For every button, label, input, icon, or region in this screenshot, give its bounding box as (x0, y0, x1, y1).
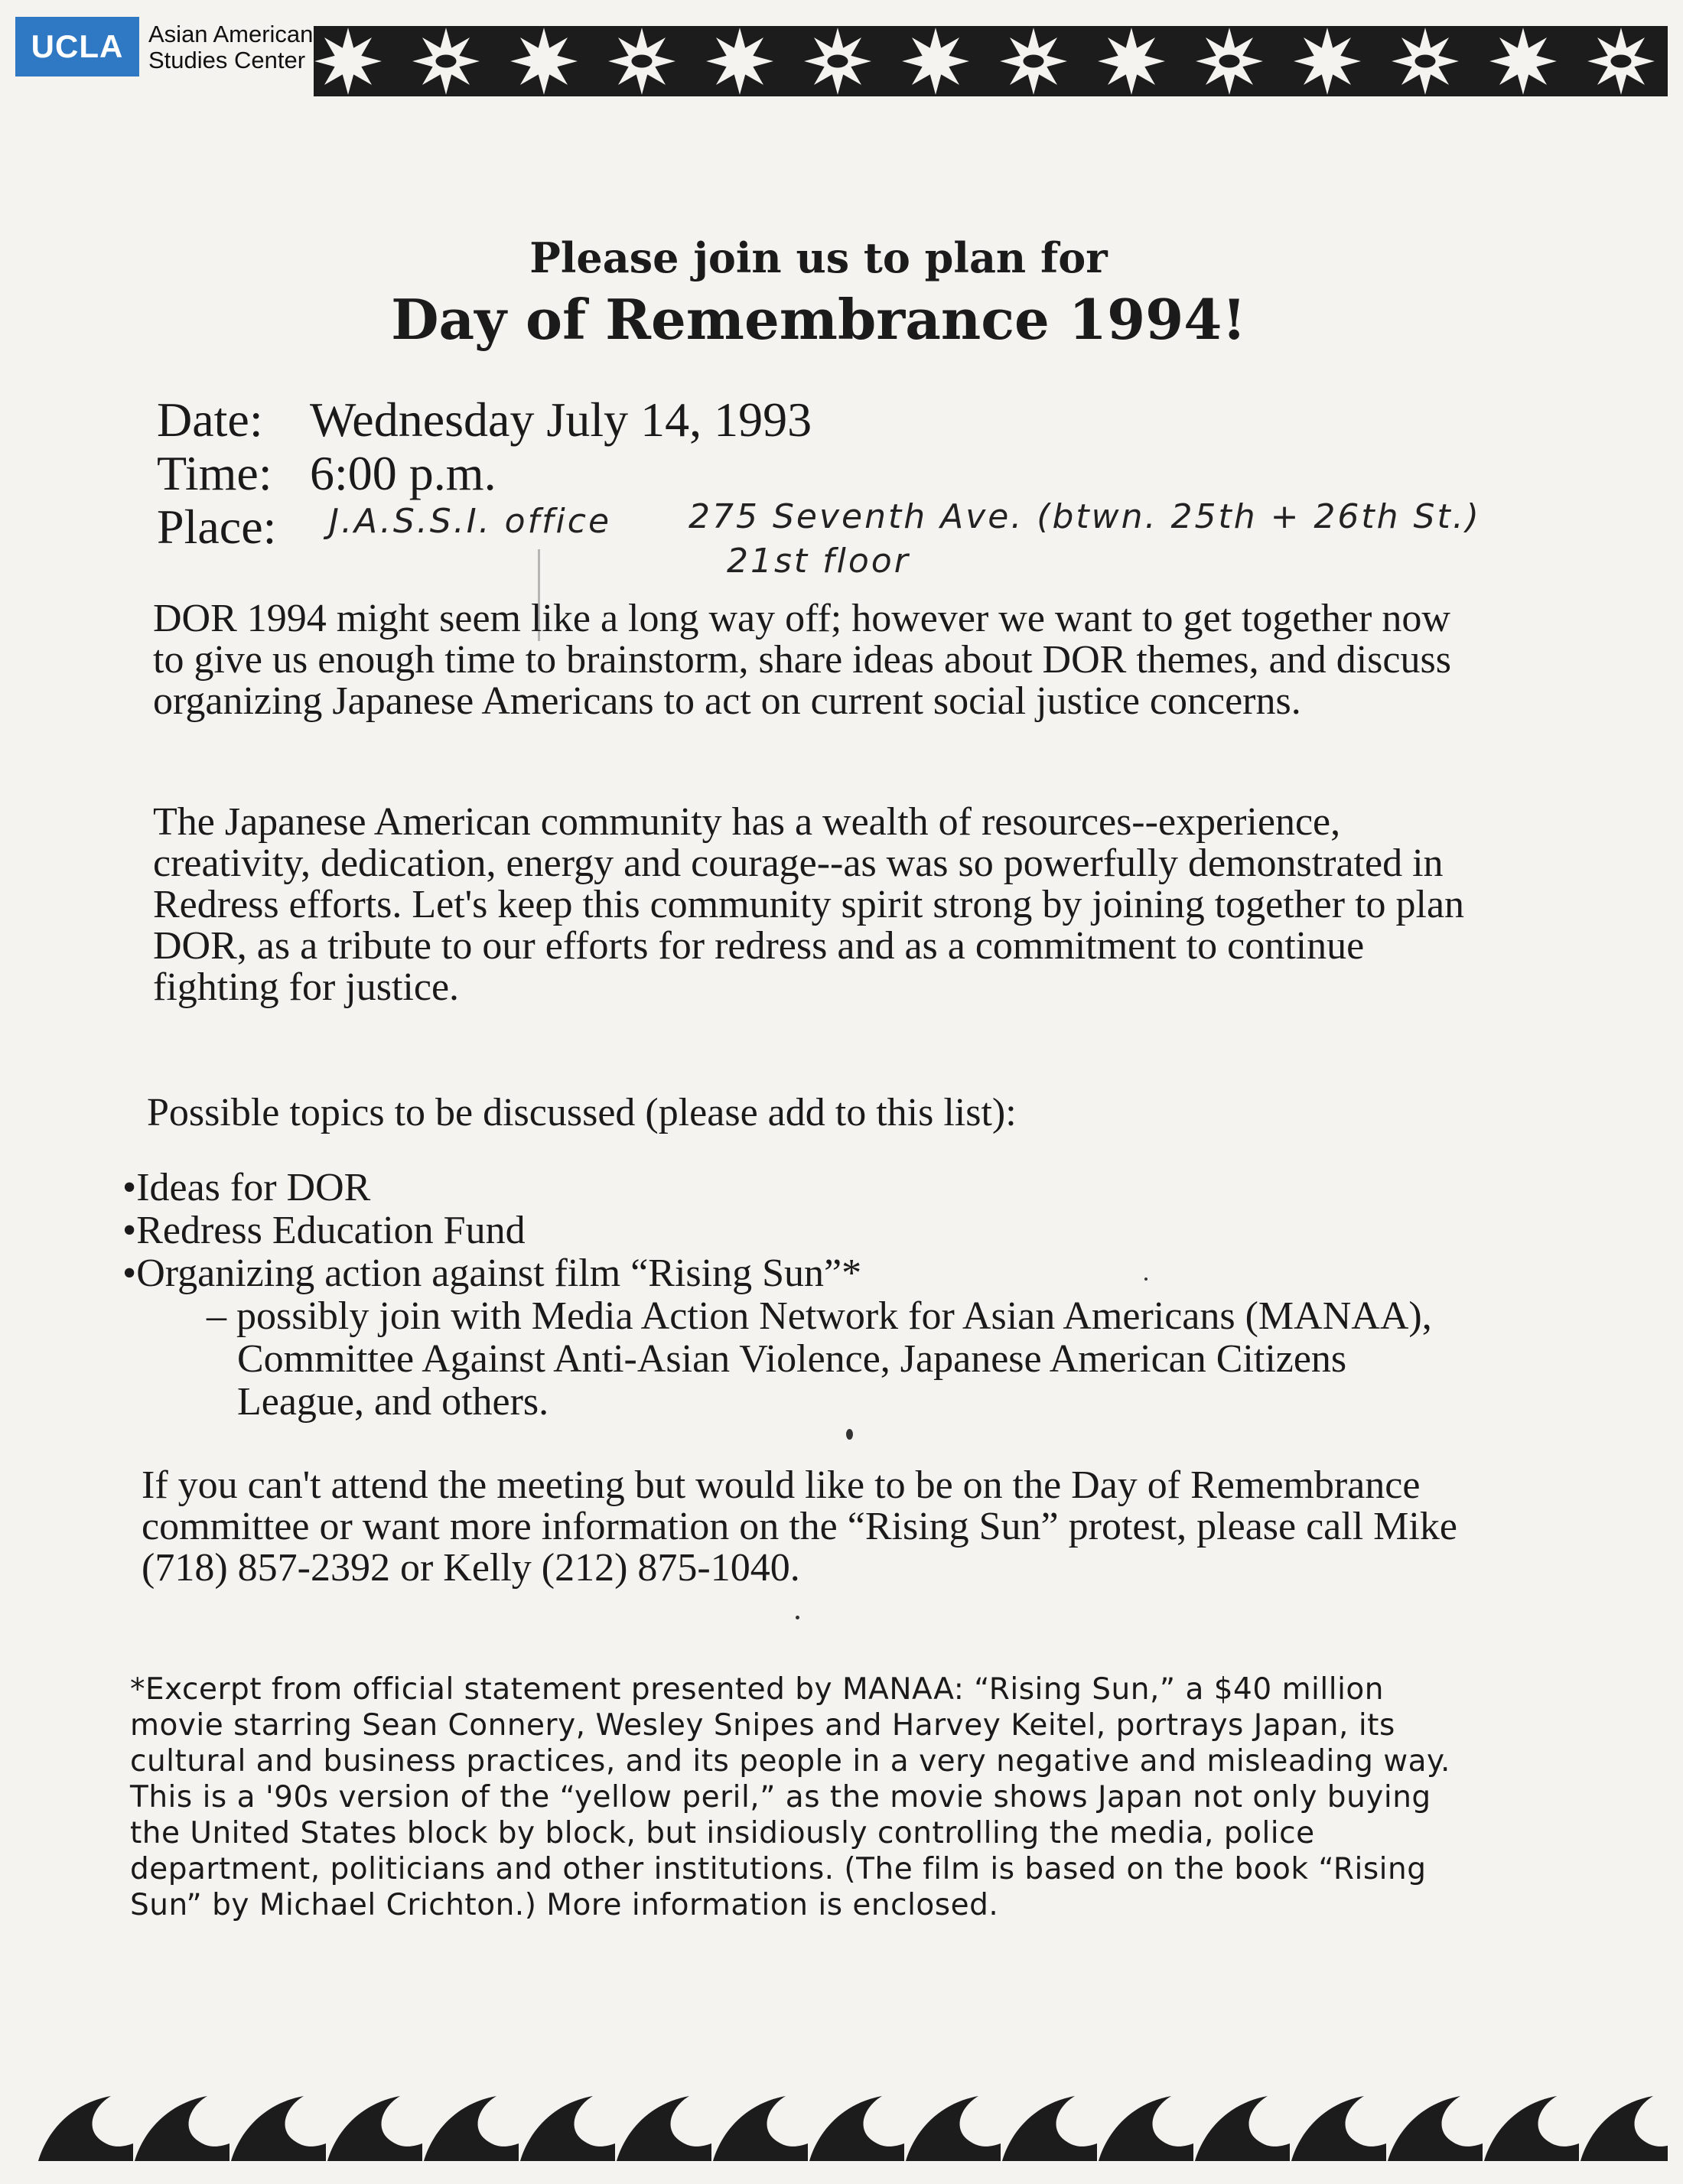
wave-shape (231, 2096, 326, 2161)
star-center (1219, 54, 1240, 68)
title-line-2: Day of Remembrance 1994! (391, 287, 1246, 352)
star-center (435, 54, 457, 68)
time-row (157, 448, 496, 500)
place-row (157, 501, 310, 553)
star-center (1414, 54, 1436, 68)
star-border-icon (314, 21, 1668, 107)
wave-shape (1580, 2096, 1668, 2161)
star-shape (1295, 29, 1359, 93)
time-label: Time: (157, 446, 272, 500)
date-label: Date: (157, 392, 263, 447)
topics-list (122, 1167, 1476, 1424)
stray-mark (1144, 1278, 1148, 1281)
wave-shape (1291, 2096, 1386, 2161)
list-subitem: – possibly join with Media Action Network for Asian Americans (MANAA), Committee Against Anti-Asian Violence, Japanese American Citizens League, and others. (207, 1294, 1432, 1424)
wave-shape (327, 2096, 422, 2161)
wave-shape (135, 2096, 230, 2161)
wave-shape (1099, 2096, 1193, 2161)
wave-shape (809, 2096, 904, 2161)
stray-mark (846, 1429, 853, 1440)
star-shape (316, 29, 380, 93)
date-row (157, 394, 812, 446)
star-shape (1099, 29, 1164, 93)
wave-border-icon (31, 2088, 1668, 2165)
star-center (1023, 54, 1044, 68)
ucla-aasc-logo[interactable] (15, 17, 313, 76)
wave-shape (424, 2096, 519, 2161)
stray-mark (796, 1616, 799, 1619)
wave-shape (520, 2096, 615, 2161)
star-center (1610, 54, 1632, 68)
logo-line-1: Asian American (148, 21, 314, 47)
list-item: •Organizing action against film “Rising Sun”* (122, 1251, 862, 1295)
paragraph-community: The Japanese American community has a wealth of resources--experience, creativity, dedication, energy and courage--as was so powerfully demonstrated in Redress efforts. Let's keep this community spirit strong by joining together to plan DOR, as a tribute to our efforts for redress and as a commitment to continue fighting for justice. (153, 800, 1465, 1009)
wave-shape (713, 2096, 808, 2161)
star-shape (708, 29, 772, 93)
title-line-1: Please join us to plan for (529, 233, 1108, 282)
paragraph-intro: DOR 1994 might seem like a long way off; however we want to get together now to give us enough time to brainstorm, share ideas about DOR themes, and discuss organizing Japanese Americans to act on current social justice concerns. (153, 597, 1451, 723)
topics-intro: Possible topics to be discussed (please add to this list): (147, 1091, 1017, 1134)
place-handwritten-floor: 21st floor (727, 542, 910, 581)
wave-shape (1484, 2096, 1579, 2161)
time-value: 6:00 p.m. (310, 446, 496, 500)
logo-line-2: Studies Center (148, 47, 306, 73)
wave-shape (906, 2096, 1001, 2161)
star-shape (1491, 29, 1555, 93)
aasc-logo-text (148, 17, 313, 73)
footnote-excerpt: *Excerpt from official statement presented by MANAA: “Rising Sun,” a $40 million movie starring Sean Connery, Wesley Snipes and Harvey Keitel, portrays Japan, its cultural and business practices, and its people in a very negative and misleading way. This is a '90s version of the “yellow peril,” as the movie shows Japan not only buying the United States block by block, but insidiously controlling the media, police department, politicians and other institutions. (The film is based on the book “Rising Sun” by Michael Crichton.) More information is enclosed. (130, 1672, 1450, 1922)
star-center (827, 54, 848, 68)
star-shape (512, 29, 576, 93)
wave-shape (1388, 2096, 1483, 2161)
wave-shape (38, 2096, 133, 2161)
place-handwritten-office: J.A.S.S.I. office (329, 502, 612, 541)
wave-shape (617, 2096, 711, 2161)
place-label: Place: (157, 500, 277, 554)
wave-shape (1195, 2096, 1290, 2161)
list-item: •Ideas for DOR (122, 1166, 371, 1209)
list-item: •Redress Education Fund (122, 1209, 526, 1252)
place-handwritten-address: 275 Seventh Ave. (btwn. 25th + 26th St.) (688, 497, 1481, 536)
wave-shape (1002, 2096, 1097, 2161)
date-value: Wednesday July 14, 1993 (310, 392, 812, 447)
star-shape (903, 29, 968, 93)
star-center (631, 54, 653, 68)
ucla-logo-box: UCLA (15, 17, 139, 76)
paragraph-contact: If you can't attend the meeting but would like to be on the Day of Remembrance committee or want more information on the “Rising Sun” protest, please call Mike (718) 857-2392 or Kelly (212) 875-1040. (142, 1463, 1457, 1590)
